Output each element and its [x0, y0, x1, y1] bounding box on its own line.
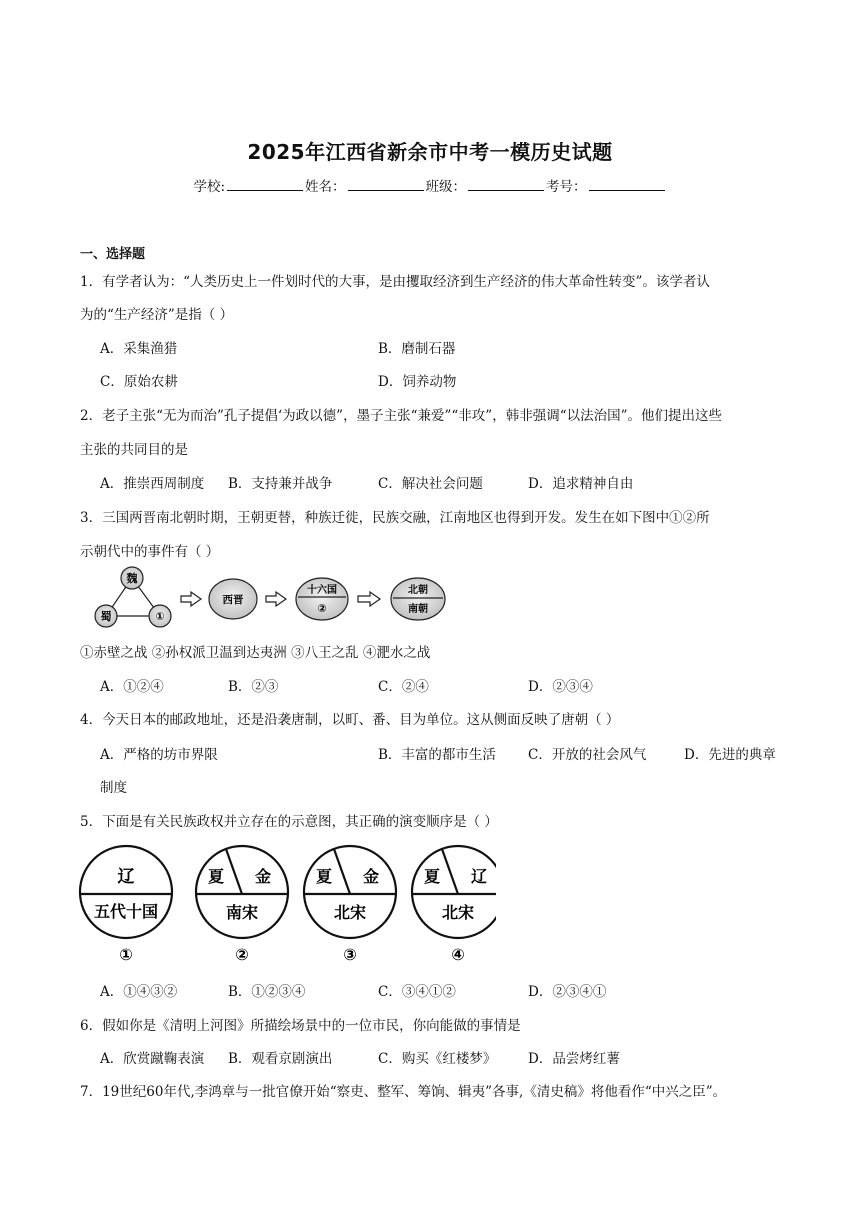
name-label: 姓名：	[305, 179, 346, 195]
circle-four-left: 夏	[423, 867, 441, 886]
q1-stem-line2: 为的“生产经济”是指（ ）	[80, 307, 234, 323]
q3-events: ①赤壁之战 ②孙权派卫温到达夷洲 ③八王之乱 ④淝水之战	[80, 645, 431, 661]
q3-option-c[interactable]: C．②④	[378, 679, 429, 695]
circle-four	[412, 846, 496, 938]
circle-three-left: 夏	[315, 867, 333, 886]
q1-stem-line1: 1．有学者认为：“人类历史上一件划时代的大事，是由攫取经济到生产经济的伟大革命性转变”。该学者认	[80, 274, 710, 290]
circle-three-number: ③	[343, 945, 357, 964]
q4-stem-line1: 4．今天日本的邮政地址，还是沿袭唐制，以町、番、目为单位。这从侧面反映了唐朝（ ）	[80, 712, 620, 728]
class-blank[interactable]	[468, 178, 544, 191]
circle-two-left: 夏	[207, 867, 225, 886]
q5-option-b[interactable]: B．①②③④	[228, 984, 306, 1000]
name-blank[interactable]	[348, 178, 424, 191]
q1-option-d[interactable]: D．饲养动物	[378, 374, 457, 390]
page-title: 2025年江西省新余市中考一模历史试题	[247, 140, 613, 164]
circle-one	[80, 846, 172, 938]
q2-option-d[interactable]: D．追求精神自由	[528, 476, 634, 492]
circle-one-bottom: 五代十国	[93, 902, 159, 921]
circle-four-bottom: 北宋	[441, 903, 475, 922]
q7-stem-line1: 7．19世纪60年代,李鸿章与一批官僚开始“察吏、整军、筹饷、辑夷”各事,《清史稿》将他看作“中兴之臣”。	[80, 1084, 727, 1100]
circle-one-number: ①	[119, 945, 133, 964]
q1-option-b[interactable]: B．磨制石器	[378, 341, 456, 357]
nanchao-label: 南朝	[408, 604, 428, 615]
flow-arrow-icon	[266, 592, 286, 606]
q4-option-d[interactable]: D．先进的典章	[684, 747, 776, 763]
circle-three-right: 金	[362, 867, 380, 886]
q2-option-b[interactable]: B．支持兼并战争	[228, 476, 333, 492]
q6-option-d[interactable]: D．品尝烤红薯	[528, 1051, 620, 1067]
q6-stem-line1: 6．假如你是《清明上河图》所描绘场景中的一位市民，你向能做的事情是	[80, 1018, 521, 1034]
dynasty-one-label: ①	[155, 610, 165, 623]
class-label: 班级：	[425, 179, 467, 195]
exam-no-label: 考号：	[546, 179, 587, 195]
q1-option-a[interactable]: A．采集渔猎	[100, 341, 178, 357]
q5-option-c[interactable]: C．③④①②	[378, 984, 456, 1000]
beichao-label: 北朝	[408, 585, 428, 596]
exam-no-blank[interactable]	[589, 178, 665, 191]
q2-stem-line2: 主张的共同目的是	[80, 442, 188, 458]
q6-option-a[interactable]: A．欣赏蹴鞠表演	[100, 1051, 205, 1067]
q3-option-d[interactable]: D．②③④	[528, 679, 593, 695]
q4-option-a[interactable]: A．严格的坊市界限	[100, 747, 218, 763]
q6-option-b[interactable]: B．观看京剧演出	[228, 1051, 333, 1067]
q4-option-d-continued: 制度	[100, 780, 127, 796]
q3-option-a[interactable]: A．①②④	[100, 679, 164, 695]
school-blank[interactable]	[227, 178, 303, 191]
q5-option-a[interactable]: A．①④③②	[100, 984, 178, 1000]
q3-option-b[interactable]: B．②③	[228, 679, 279, 695]
circle-two-number: ②	[235, 945, 249, 964]
shu-label: 蜀	[100, 610, 112, 623]
dynasty-two-label: ②	[317, 602, 327, 615]
q2-option-c[interactable]: C．解决社会问题	[378, 476, 483, 492]
school-label: 学校:	[193, 179, 226, 195]
xijin-label: 西晋	[222, 594, 244, 606]
shiliuguo-label: 十六国	[307, 585, 337, 596]
flow-arrow-icon	[181, 592, 201, 606]
q4-option-b[interactable]: B．丰富的都市生活	[378, 747, 496, 763]
circle-one-top: 辽	[117, 867, 135, 887]
q5-option-d[interactable]: D．②③④①	[528, 984, 607, 1000]
circle-three-bottom: 北宋	[333, 903, 367, 922]
q2-option-a[interactable]: A．推崇西周制度	[100, 476, 205, 492]
q6-option-c[interactable]: C．购买《红楼梦》	[378, 1051, 497, 1067]
wei-label: 魏	[126, 572, 138, 585]
dynasty-flow-diagram	[88, 566, 458, 632]
circle-four-number: ④	[451, 945, 465, 964]
flow-arrow-icon	[358, 592, 380, 606]
circle-four-right: 辽	[470, 867, 488, 886]
q1-option-c[interactable]: C．原始农耕	[100, 374, 178, 390]
circle-two-bottom: 南宋	[225, 903, 259, 922]
q3-stem-line1: 3．三国两晋南北朝时期，王朝更替，种族迁徙，民族交融，江南地区也得到开发。发生在如下图中①②所	[80, 510, 710, 526]
regime-circles-diagram	[76, 842, 496, 968]
q4-option-c[interactable]: C．开放的社会风气	[528, 747, 647, 763]
q5-stem-line1: 5．下面是有关民族政权并立存在的示意图，其正确的演变顺序是（ ）	[80, 814, 498, 830]
q3-stem-line2: 示朝代中的事件有（ ）	[80, 544, 220, 560]
circle-two-right: 金	[254, 867, 272, 886]
student-info-line	[0, 175, 860, 195]
q2-stem-line1: 2．老子主张“无为而治”孔子提倡‘为政以德”，墨子主张“兼爱”“非攻”，韩非强调“以法治国”。他们提出这些	[80, 408, 722, 424]
section-heading: 一、选择题	[80, 247, 146, 262]
